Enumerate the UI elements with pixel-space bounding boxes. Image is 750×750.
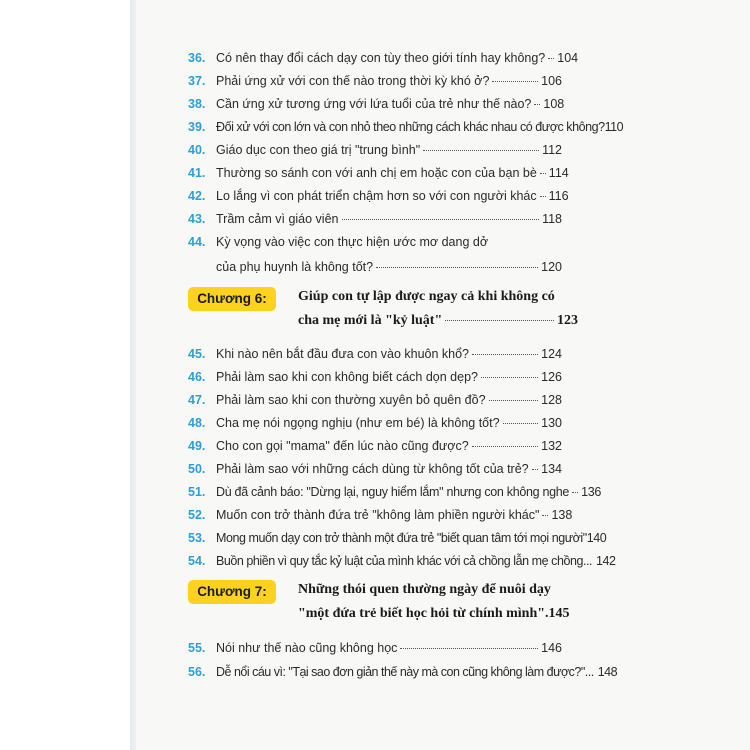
dot-leader bbox=[445, 319, 554, 321]
dot-leader bbox=[503, 422, 539, 424]
entry-number: 48. bbox=[188, 416, 206, 430]
entry-title: Muốn con trở thành đứa trẻ "không làm phiền người khác" bbox=[216, 508, 540, 522]
toc-entry-46 bbox=[188, 367, 562, 387]
chapter-6-heading bbox=[188, 287, 578, 347]
entry-page: 112 bbox=[542, 143, 562, 157]
entry-title: Mong muốn dạy con trở thành một đứa trẻ "biết quan tâm tới mọi người" bbox=[216, 531, 587, 545]
chapter-badge: Chương 7: bbox=[188, 580, 276, 604]
dot-leader bbox=[548, 57, 554, 59]
toc-entry-56 bbox=[188, 662, 618, 682]
chapter-title-line2: "một đứa trẻ biết học hỏi từ chính mình". bbox=[298, 606, 549, 621]
entry-page: 108 bbox=[543, 97, 565, 111]
entry-page: 138 bbox=[551, 508, 573, 522]
entry-number: 38. bbox=[188, 97, 206, 111]
entry-number: 52. bbox=[188, 508, 206, 522]
entry-number: 53. bbox=[188, 531, 206, 545]
chapter-7-heading bbox=[188, 580, 578, 640]
entry-title: Đối xử với con lớn và con nhỏ theo những cách khác nhau có được không? bbox=[216, 120, 605, 134]
chapter-title-line1: Giúp con tự lập được ngay cả khi không có bbox=[298, 289, 555, 304]
dot-leader bbox=[540, 172, 546, 174]
entry-number: 37. bbox=[188, 74, 206, 88]
toc-entry-36 bbox=[188, 48, 579, 68]
dot-leader bbox=[532, 468, 539, 470]
entry-number: 39. bbox=[188, 120, 206, 134]
dot-leader bbox=[342, 218, 540, 220]
entry-page: 104 bbox=[557, 51, 579, 65]
toc-entry-39 bbox=[188, 117, 624, 137]
entry-number: 46. bbox=[188, 370, 206, 384]
entry-title: Phải làm sao khi con thường xuyên bỏ quên đồ? bbox=[216, 393, 486, 407]
chapter-title bbox=[298, 582, 578, 630]
entry-number: 44. bbox=[188, 235, 206, 249]
entry-title: Cha mẹ nói ngọng nghịu (như em bé) là không tốt? bbox=[216, 416, 500, 430]
entry-page: 124 bbox=[541, 347, 562, 361]
entry-number: 55. bbox=[188, 641, 206, 655]
entry-title: Phải làm sao khi con không biết cách dọn dẹp? bbox=[216, 370, 478, 384]
entry-number: 41. bbox=[188, 166, 206, 180]
entry-title: Kỳ vọng vào việc con thực hiện ước mơ dang dở bbox=[216, 235, 489, 249]
entry-number: 45. bbox=[188, 347, 206, 361]
dot-leader bbox=[489, 399, 539, 401]
entry-title: Thường so sánh con với anh chị em hoặc con của bạn bè bbox=[216, 166, 537, 180]
entry-number: 54. bbox=[188, 554, 206, 568]
entry-page: 110 bbox=[604, 120, 624, 134]
entry-page: 116 bbox=[548, 189, 569, 203]
entry-page: 140 bbox=[586, 531, 607, 545]
dot-leader bbox=[492, 80, 538, 82]
entry-title: Có nên thay đổi cách dạy con tùy theo giới tính hay không? bbox=[216, 51, 546, 65]
entry-title: Lo lắng vì con phát triển chậm hơn so với con người khác bbox=[216, 189, 537, 203]
chapter-page: 145 bbox=[548, 606, 570, 621]
dot-leader bbox=[472, 353, 538, 355]
entry-page: 114 bbox=[548, 166, 569, 180]
entry-title: Nói như thế nào cũng không học bbox=[216, 641, 398, 655]
entry-number: 40. bbox=[188, 143, 206, 157]
entry-number: 42. bbox=[188, 189, 206, 203]
entry-number: 51. bbox=[188, 485, 206, 499]
dot-leader bbox=[481, 376, 538, 378]
entry-number: 50. bbox=[188, 462, 206, 476]
chapter-page: 123 bbox=[557, 313, 578, 328]
toc-entry-50 bbox=[188, 459, 562, 479]
entry-number: 47. bbox=[188, 393, 206, 407]
toc-entry-54 bbox=[188, 551, 616, 571]
entry-title: Dễ nổi cáu vì: "Tại sao đơn giản thế này mà con cũng không làm được?"... bbox=[216, 665, 594, 679]
dot-leader bbox=[572, 491, 578, 493]
toc-entry-47 bbox=[188, 390, 562, 410]
toc-entry-37 bbox=[188, 71, 562, 91]
entry-title: Phải ứng xử với con thế nào trong thời kỳ khó ở? bbox=[216, 74, 490, 88]
entry-page: 106 bbox=[541, 74, 562, 88]
dot-leader bbox=[534, 103, 540, 105]
entry-number: 43. bbox=[188, 212, 206, 226]
toc-entry-40 bbox=[188, 140, 562, 160]
dot-leader bbox=[472, 445, 538, 447]
entry-title: Khi nào nên bắt đầu đưa con vào khuôn khổ? bbox=[216, 347, 470, 361]
entry-title-continued: của phụ huynh là không tốt? bbox=[216, 260, 374, 274]
entry-title: Dù đã cảnh báo: "Dừng lại, nguy hiểm lắm" nhưng con không nghe bbox=[216, 485, 570, 499]
entry-page: 126 bbox=[541, 370, 562, 384]
entry-page: 148 bbox=[597, 665, 618, 679]
toc-entry-48 bbox=[188, 413, 562, 433]
entry-title: Cho con gọi "mama" đến lúc nào cũng được? bbox=[216, 439, 469, 453]
toc-entry-44 bbox=[188, 232, 562, 278]
toc-entry-38 bbox=[188, 94, 565, 114]
toc-entry-53 bbox=[188, 528, 607, 548]
entry-page: 134 bbox=[541, 462, 562, 476]
entry-title: Cần ứng xử tương ứng với lứa tuổi của trẻ như thế nào? bbox=[216, 97, 532, 111]
chapter-title-line2: cha mẹ mới là "kỷ luật" bbox=[298, 313, 443, 328]
toc-entry-45 bbox=[188, 344, 562, 364]
toc-entry-43 bbox=[188, 209, 562, 229]
entry-number: 56. bbox=[188, 665, 206, 679]
entry-page: 146 bbox=[541, 641, 562, 655]
toc-entry-55 bbox=[188, 638, 562, 658]
entry-page: 120 bbox=[541, 260, 562, 274]
entry-page: 132 bbox=[541, 439, 562, 453]
toc-entry-42 bbox=[188, 186, 569, 206]
toc-entry-49 bbox=[188, 436, 562, 456]
entry-title: Trầm cảm vì giáo viên bbox=[216, 212, 339, 226]
chapter-title-line1: Những thói quen thường ngày để nuôi dạy bbox=[298, 582, 551, 597]
chapter-title bbox=[298, 289, 578, 337]
toc-entry-52 bbox=[188, 505, 573, 525]
toc-entry-51 bbox=[188, 482, 602, 502]
entry-page: 136 bbox=[581, 485, 602, 499]
entry-title: Buồn phiền vì quy tắc kỷ luật của mình khác với cả chồng lẫn mẹ chồng... bbox=[216, 554, 593, 568]
dot-leader bbox=[540, 195, 546, 197]
entry-number: 36. bbox=[188, 51, 206, 65]
dot-leader bbox=[423, 149, 539, 151]
chapter-badge: Chương 6: bbox=[188, 287, 276, 311]
entry-page: 142 bbox=[596, 554, 616, 568]
entry-page: 118 bbox=[542, 212, 562, 226]
toc-entry-41 bbox=[188, 163, 569, 183]
entry-number: 49. bbox=[188, 439, 206, 453]
dot-leader bbox=[376, 266, 538, 268]
entry-title: Phải làm sao với những cách dùng từ không tốt của trẻ? bbox=[216, 462, 529, 476]
entry-title: Giáo dục con theo giá trị "trung bình" bbox=[216, 143, 421, 157]
entry-page: 128 bbox=[541, 393, 562, 407]
dot-leader bbox=[400, 647, 538, 649]
dot-leader bbox=[542, 514, 548, 516]
entry-page: 130 bbox=[541, 416, 562, 430]
